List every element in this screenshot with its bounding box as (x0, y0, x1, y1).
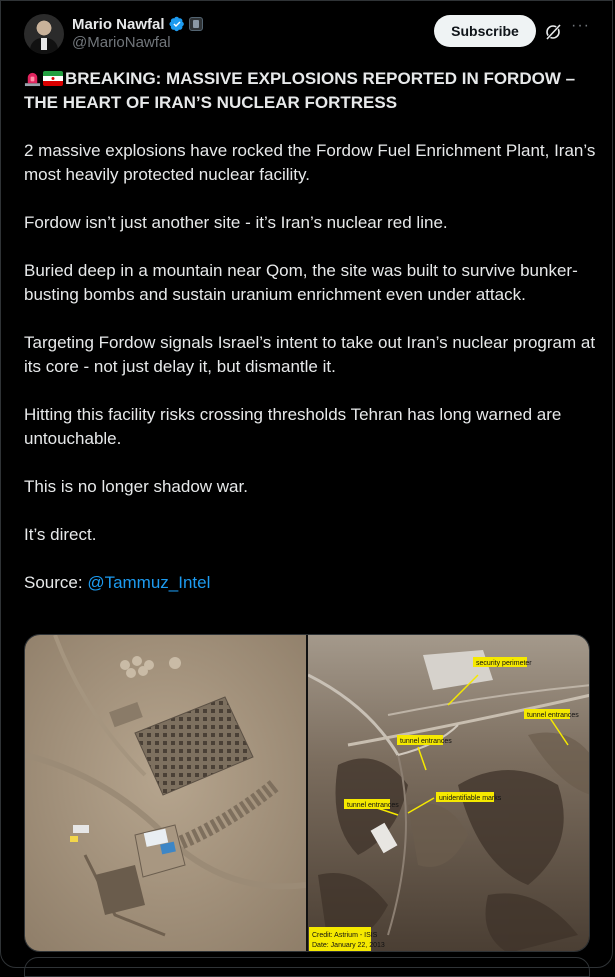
svg-text:security perimeter: security perimeter (476, 660, 532, 667)
svg-text:tunnel entrances: tunnel entrances (527, 712, 579, 719)
more-icon[interactable]: ··· (571, 17, 590, 34)
paragraph: It’s direct. (24, 525, 97, 544)
label-unidentifiable-marks (436, 792, 502, 802)
svg-text:Credit: Astrium - ISIS: Credit: Astrium - ISIS (312, 932, 378, 939)
paragraph: 2 massive explosions have rocked the Fordow Fuel Enrichment Plant, Iran’s most heavily protected nuclear facility. (24, 141, 596, 184)
svg-text:unidentifiable marks: unidentifiable marks (439, 795, 502, 802)
satellite-image-left[interactable] (25, 635, 306, 952)
author-name-row[interactable] (72, 14, 203, 34)
iran-flag-icon (43, 71, 63, 86)
grok-icon[interactable] (544, 23, 562, 41)
avatar[interactable] (24, 14, 64, 54)
next-card-edge (24, 957, 590, 977)
paragraph: Targeting Fordow signals Israel’s intent to take out Iran’s nuclear program at its core - not just delay it, but dismantle it. (24, 333, 596, 376)
paragraph: Buried deep in a mountain near Qom, the site was built to survive bunker-busting bombs and sustain uranium enrichment even under attack. (24, 261, 578, 304)
svg-text:tunnel entrances: tunnel entrances (347, 802, 399, 809)
verified-badge-icon (169, 16, 185, 32)
siren-icon (24, 70, 41, 87)
source-link[interactable]: @Tammuz_Intel (87, 573, 211, 592)
label-security-perimeter (473, 657, 532, 667)
tweet-text (24, 67, 599, 595)
author-handle[interactable]: @MarioNawfal (72, 34, 171, 51)
source-line (24, 571, 599, 595)
affiliate-badge-icon[interactable] (189, 17, 203, 31)
headline (24, 67, 599, 115)
author-name[interactable]: Mario Nawfal (72, 15, 165, 33)
paragraph: This is no longer shadow war. (24, 477, 248, 496)
headline-text: BREAKING: MASSIVE EXPLOSIONS REPORTED IN FORDOW – THE HEART OF IRAN’S NUCLEAR FORTRESS (24, 69, 576, 112)
tweet-header (24, 13, 594, 57)
satellite-image-right[interactable] (308, 635, 590, 952)
subscribe-button[interactable]: Subscribe (434, 15, 536, 47)
media-image[interactable] (24, 634, 590, 952)
paragraph: Hitting this facility risks crossing thresholds Tehran has long warned are untouchable. (24, 405, 562, 448)
svg-text:Date: January 22, 2013: Date: January 22, 2013 (312, 942, 385, 949)
svg-text:tunnel entrances: tunnel entrances (400, 738, 452, 745)
paragraph: Fordow isn’t just another site - it’s Iran’s nuclear red line. (24, 213, 448, 232)
source-label: Source: (24, 573, 88, 592)
